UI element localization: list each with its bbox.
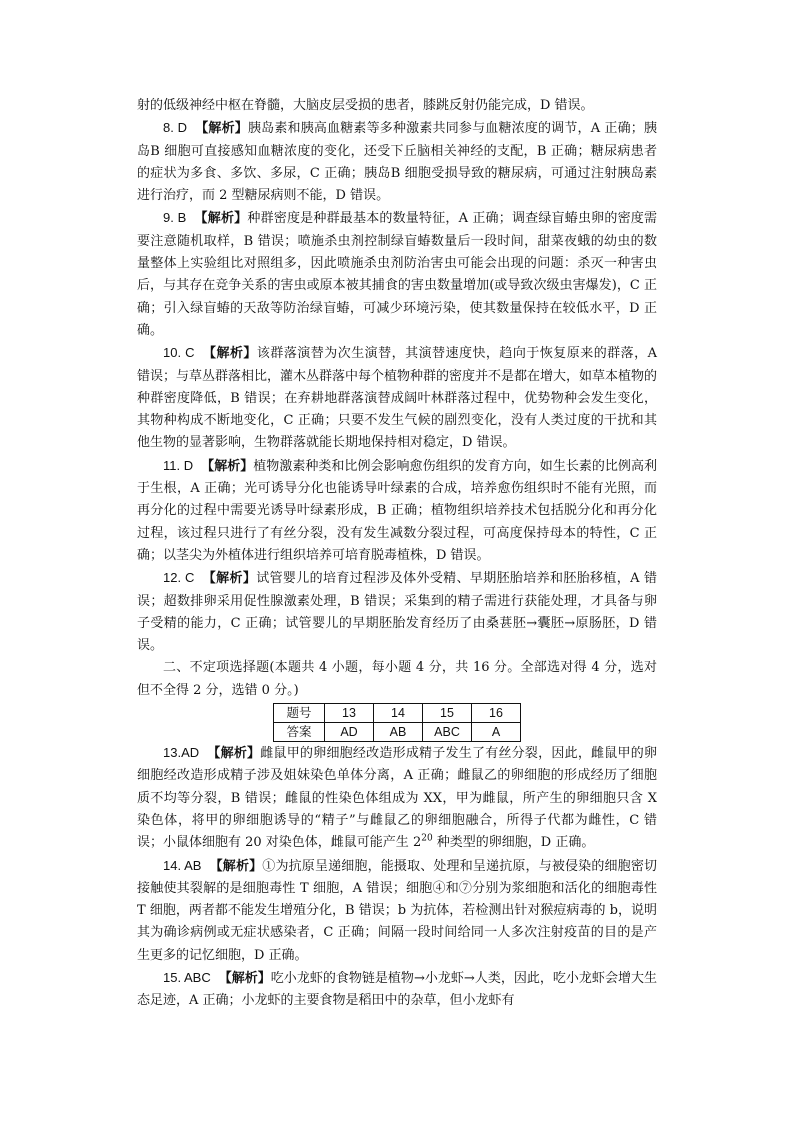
paragraph-text: 射的低级神经中枢在脊髓，大脑皮层受损的患者，膝跳反射仍能完成，D 错误。 xyxy=(137,98,594,113)
analysis-tag: 【解析】 xyxy=(218,970,271,986)
table-cell: 13 xyxy=(325,704,374,723)
question-number: 13.AD xyxy=(163,745,200,761)
question-number: 12. C xyxy=(163,570,195,586)
answer-table xyxy=(273,703,521,742)
paragraph-text: 吃小龙虾的食物链是植物→小龙虾→人类，因此，吃小龙虾会增大生态足迹，A 正确；小龙虾的主要食物是稻田中的杂草，但小龙虾有 xyxy=(137,970,657,1009)
paragraph-q11 xyxy=(137,455,657,567)
paragraph-text: 种群密度是种群最基本的数量特征，A 正确；调查绿盲蝽虫卵的密度需要注意随机取样，B 错误；喷施杀虫剂控制绿盲蝽数量后一段时间，甜菜夜蛾的幼虫的数量整体上实验组比对照组多，因此喷施杀虫剂防治害虫可能会出现的问题：杀灭一种害虫后，与其存在竞争关系的害虫或原本被其捕食的害虫数量增加(或导致次级虫害爆发)，C 正确；引入绿盲蝽的天敌等防治绿盲蝽，可减少环境污染，使其数量保持在较低水平，D 正确。 xyxy=(137,211,657,338)
question-number: 8. D xyxy=(163,120,188,136)
table-cell: 16 xyxy=(472,704,521,723)
analysis-tag: 【解析】 xyxy=(202,571,257,587)
paragraph-q13 xyxy=(137,742,657,854)
section-heading-text: 二、不定项选择题(本题共 4 小题，每小题 4 分，共 16 分。全部选对得 4 分，选对但不全得 2 分，选错 0 分。) xyxy=(137,660,657,698)
paragraph-text: 试管婴儿的培育过程涉及体外受精、早期胚胎培养和胚胎移植，A 错误；超数排卵采用促性腺激素处理，B 错误；采集到的精子需进行获能处理，才具备与卵子受精的能力，C 正确；试管婴儿的早期胚胎发育经历了由桑葚胚→囊胚→原肠胚，D 错误。 xyxy=(137,571,657,654)
table-cell: A xyxy=(472,723,521,742)
exponent: 20 xyxy=(421,833,433,844)
paragraph-text: ①为抗原呈递细胞，能摄取、处理和呈递抗原，与被侵染的细胞密切接触使其裂解的是细胞毒性 T 细胞，A 错误；细胞④和⑦分别为浆细胞和活化的细胞毒性 T 细胞，两者都不能发生增殖分化，B 错误；b 为抗体，若检测出针对猴痘病毒的 b，说明其为确诊病例或无症状感染者，C 正确；间隔一段时间给同一人多次注射疫苗的目的是产生更多的记忆细胞，D 正确。 xyxy=(137,858,657,963)
question-number: 14. AB xyxy=(163,857,202,873)
paragraph-q8 xyxy=(137,117,657,207)
paragraph-text: 植物激素种类和比例会影响愈伤组织的发育方向，如生长素的比例高利于生根，A 正确；光可诱导分化也能诱导叶绿素的合成，培养愈伤组织时不能有光照，而再分化的过程中需要光诱导叶绿素形成，B 正确；植物组织培养技术包括脱分化和再分化过程，该过程只进行了有丝分裂，没有发生减数分裂过程，可高度保持母本的特性，C 正确；以茎尖为外植体进行组织培养可培育脱毒植株，D 错误。 xyxy=(137,458,657,563)
analysis-tag: 【解析】 xyxy=(195,121,248,137)
question-number: 9. B xyxy=(163,210,187,226)
table-row-answers xyxy=(274,723,521,742)
question-number: 15. ABC xyxy=(163,969,211,985)
table-row-questions xyxy=(274,704,521,723)
paragraph-q14 xyxy=(137,855,657,967)
table-cell: 14 xyxy=(374,704,423,723)
table-cell: AB xyxy=(374,723,423,742)
analysis-tag: 【解析】 xyxy=(202,346,257,362)
paragraph-text: 该群落演替为次生演替，其演替速度快，趋向于恢复原来的群落，A 错误；与草丛群落相比，灌木丛群落中每个植物种群的密度并不是都在增大，如草本植物的种群密度降低，B 错误；在弃耕地群落演替成阔叶林群落过程中，优势物种会发生变化，其物种构成不断地变化，C 正确；只要不发生气候的剧烈变化，没有人类过度的干扰和其他生物的显著影响，生物群落就能长期地保持相对稳定，D 错误。 xyxy=(137,346,658,451)
table-cell: 15 xyxy=(423,704,472,723)
paragraph-q12 xyxy=(137,567,657,657)
table-cell: AD xyxy=(325,723,374,742)
table-cell: ABC xyxy=(423,723,472,742)
paragraph-text-continued: 种类型的卵细胞，D 正确。 xyxy=(432,835,595,851)
question-number: 10. C xyxy=(163,345,195,361)
paragraph-text: 胰岛素和胰高血糖素等多种激素共同参与血糖浓度的调节，A 正确；胰岛B 细胞可直接感知血糖浓度的变化，还受下丘脑相关神经的支配，B 正确；糖尿病患者的症状为多食、多饮、多尿，C 正确；胰岛B 细胞受损导致的糖尿病，可通过注射胰岛素进行治疗，而 2 型糖尿病则不能，D 错误。 xyxy=(137,121,657,204)
analysis-tag: 【解析】 xyxy=(194,211,248,227)
table-header-cell: 题号 xyxy=(274,704,325,723)
table-header-cell: 答案 xyxy=(274,723,325,742)
analysis-tag: 【解析】 xyxy=(207,746,261,762)
analysis-tag: 【解析】 xyxy=(209,858,263,874)
section-2-heading xyxy=(137,657,657,702)
answer-key-page xyxy=(137,95,657,1013)
paragraph-q15 xyxy=(137,967,657,1013)
paragraph-q9 xyxy=(137,207,657,342)
paragraph-7-tail xyxy=(137,95,657,117)
analysis-tag: 【解析】 xyxy=(201,458,254,474)
paragraph-text: 雌鼠甲的卵细胞经改造形成精子发生了有丝分裂，因此，雌鼠甲的卵细胞经改造形成精子涉及姐妹染色单体分离，A 正确；雌鼠乙的卵细胞的形成经历了细胞质不均等分裂，B 错误；雌鼠的性染色体组成为 XX，甲为雌鼠，所产生的卵细胞只含 X 染色体，将甲的卵细胞诱导的“精子”与雌鼠乙的卵细胞融合，所得子代都为雌性，C 错误；小鼠体细胞有 20 对染色体，雌鼠可能产生 2 xyxy=(137,746,657,851)
paragraph-q10 xyxy=(137,342,657,454)
question-number: 11. D xyxy=(163,457,194,473)
